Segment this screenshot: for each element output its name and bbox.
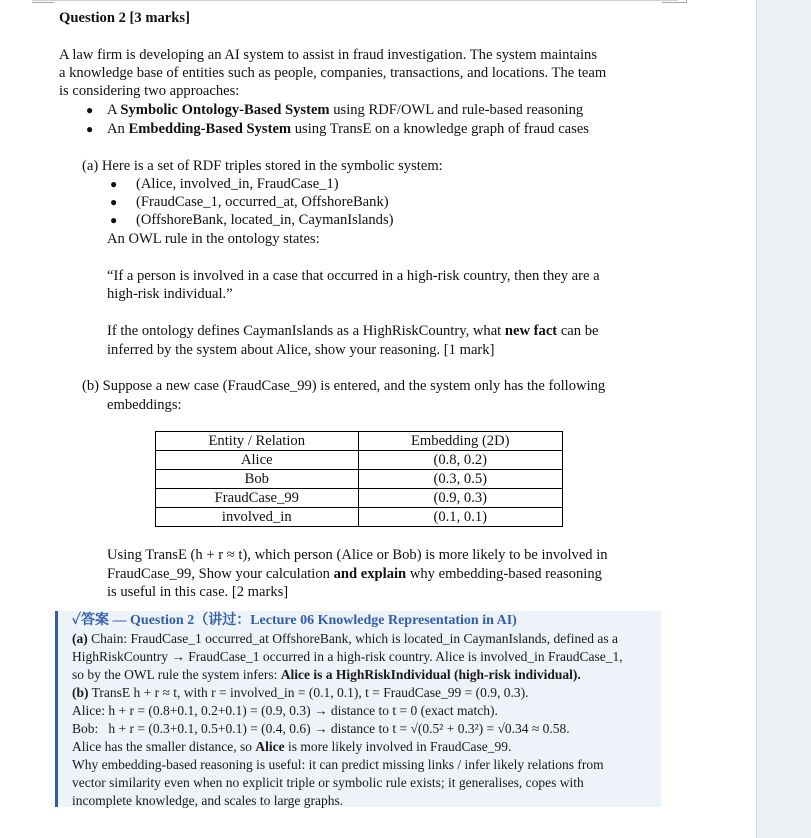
approach-item: A Symbolic Ontology-Based System using RDF/OWL and rule-based reasoning bbox=[107, 102, 584, 118]
bullet-icon: ● bbox=[86, 122, 94, 136]
bullet-icon: ● bbox=[110, 213, 118, 227]
answer-line: Alice has the smaller distance, so Alice is more likely involved in FraudCase_99. bbox=[72, 739, 512, 754]
right-scroll-gutter bbox=[756, 0, 811, 838]
rdf-triple: (FraudCase_1, occurred_at, OffshoreBank) bbox=[136, 194, 389, 210]
part-b-question: FraudCase_99, Show your calculation and explain why embedding-based reasoning bbox=[107, 566, 602, 582]
intro-line: is considering two approaches: bbox=[59, 83, 240, 99]
answer-line: (b) TransE h + r ≈ t, with r = involved_in = (0.1, 0.1), t = FraudCase_99 = (0.9, 0.3). bbox=[72, 685, 529, 700]
approach-item: An Embedding-Based System using TransE on a knowledge graph of fraud cases bbox=[107, 121, 589, 137]
bullet-icon: ● bbox=[86, 103, 94, 117]
answer-line: Alice: h + r = (0.8+0.1, 0.2+0.1) = (0.9, 0.3) → distance to t = 0 (exact match). bbox=[72, 703, 498, 718]
table-cell: involved_in bbox=[156, 508, 359, 527]
bullet-icon: ● bbox=[110, 195, 118, 209]
part-b-question: is useful in this case. [2 marks] bbox=[107, 584, 289, 600]
table-cell: (0.8, 0.2) bbox=[358, 451, 562, 470]
part-b-intro: embeddings: bbox=[107, 397, 182, 413]
part-a-question: If the ontology defines CaymanIslands as a HighRiskCountry, what new fact can be bbox=[107, 323, 599, 339]
answer-line: HighRiskCountry → FraudCase_1 occurred in a high-risk country. Alice is involved_in FraudCase_1, bbox=[72, 649, 623, 664]
answer-title: ✓答案 — Question 2（讲过：Lecture 06 Knowledge Representation in AI) bbox=[72, 613, 517, 628]
embedding-table bbox=[155, 431, 563, 527]
bullet-icon: ● bbox=[110, 177, 118, 191]
rdf-triple: (OffshoreBank, located_in, CaymanIslands) bbox=[136, 212, 394, 228]
table-cell: Bob bbox=[156, 470, 359, 489]
table-row bbox=[156, 489, 563, 508]
part-b-question: Using TransE (h + r ≈ t), which person (Alice or Bob) is more likely to be involved in bbox=[107, 547, 608, 563]
table-row bbox=[156, 508, 563, 527]
part-a-intro: (a) Here is a set of RDF triples stored in the symbolic system: bbox=[82, 158, 443, 174]
owl-rule-quote: “If a person is involved in a case that occurred in a high-risk country, then they are a bbox=[107, 268, 600, 284]
rdf-triple: (Alice, involved_in, FraudCase_1) bbox=[136, 176, 339, 192]
table-cell: (0.1, 0.1) bbox=[358, 508, 562, 527]
table-cell: (0.3, 0.5) bbox=[358, 470, 562, 489]
table-cell: FraudCase_99 bbox=[156, 489, 359, 508]
part-b-intro: (b) Suppose a new case (FraudCase_99) is entered, and the system only has the following bbox=[82, 378, 606, 394]
answer-line: so by the OWL rule the system infers: Alice is a HighRiskIndividual (high-risk individual). bbox=[72, 667, 581, 682]
table-row bbox=[156, 470, 563, 489]
answer-box bbox=[55, 611, 661, 807]
part-a-question: inferred by the system about Alice, show your reasoning. [1 mark] bbox=[107, 342, 495, 358]
table-cell: (0.9, 0.3) bbox=[358, 489, 562, 508]
table-row bbox=[156, 451, 563, 470]
table-header-row bbox=[156, 432, 563, 451]
owl-rule-quote: high-risk individual.” bbox=[107, 286, 233, 302]
table-header: Embedding (2D) bbox=[358, 432, 562, 451]
answer-line: incomplete knowledge, and scales to large graphs. bbox=[72, 793, 344, 808]
table-cell: Alice bbox=[156, 451, 359, 470]
answer-line: Bob: h + r = (0.3+0.1, 0.5+0.1) = (0.4, 0.6) → distance to t = √(0.5² + 0.3²) = √0.34 ≈ 0.58. bbox=[72, 721, 570, 736]
answer-line: vector similarity even when no explicit triple or symbolic rule exists; it generalises, copes with bbox=[72, 775, 584, 790]
answer-line: Why embedding-based reasoning is useful: it can predict missing links / infer likely relations from bbox=[72, 757, 604, 772]
table-header: Entity / Relation bbox=[156, 432, 359, 451]
question-heading: Question 2 [3 marks] bbox=[59, 10, 190, 26]
owl-rule-intro: An OWL rule in the ontology states: bbox=[107, 231, 320, 247]
answer-line: (a) Chain: FraudCase_1 occurred_at OffshoreBank, which is located_in CaymanIslands, defined as a bbox=[72, 631, 618, 646]
intro-line: a knowledge base of entities such as people, companies, transactions, and locations. The team bbox=[59, 65, 607, 81]
intro-line: A law firm is developing an AI system to assist in fraud investigation. The system maintains bbox=[59, 47, 598, 63]
